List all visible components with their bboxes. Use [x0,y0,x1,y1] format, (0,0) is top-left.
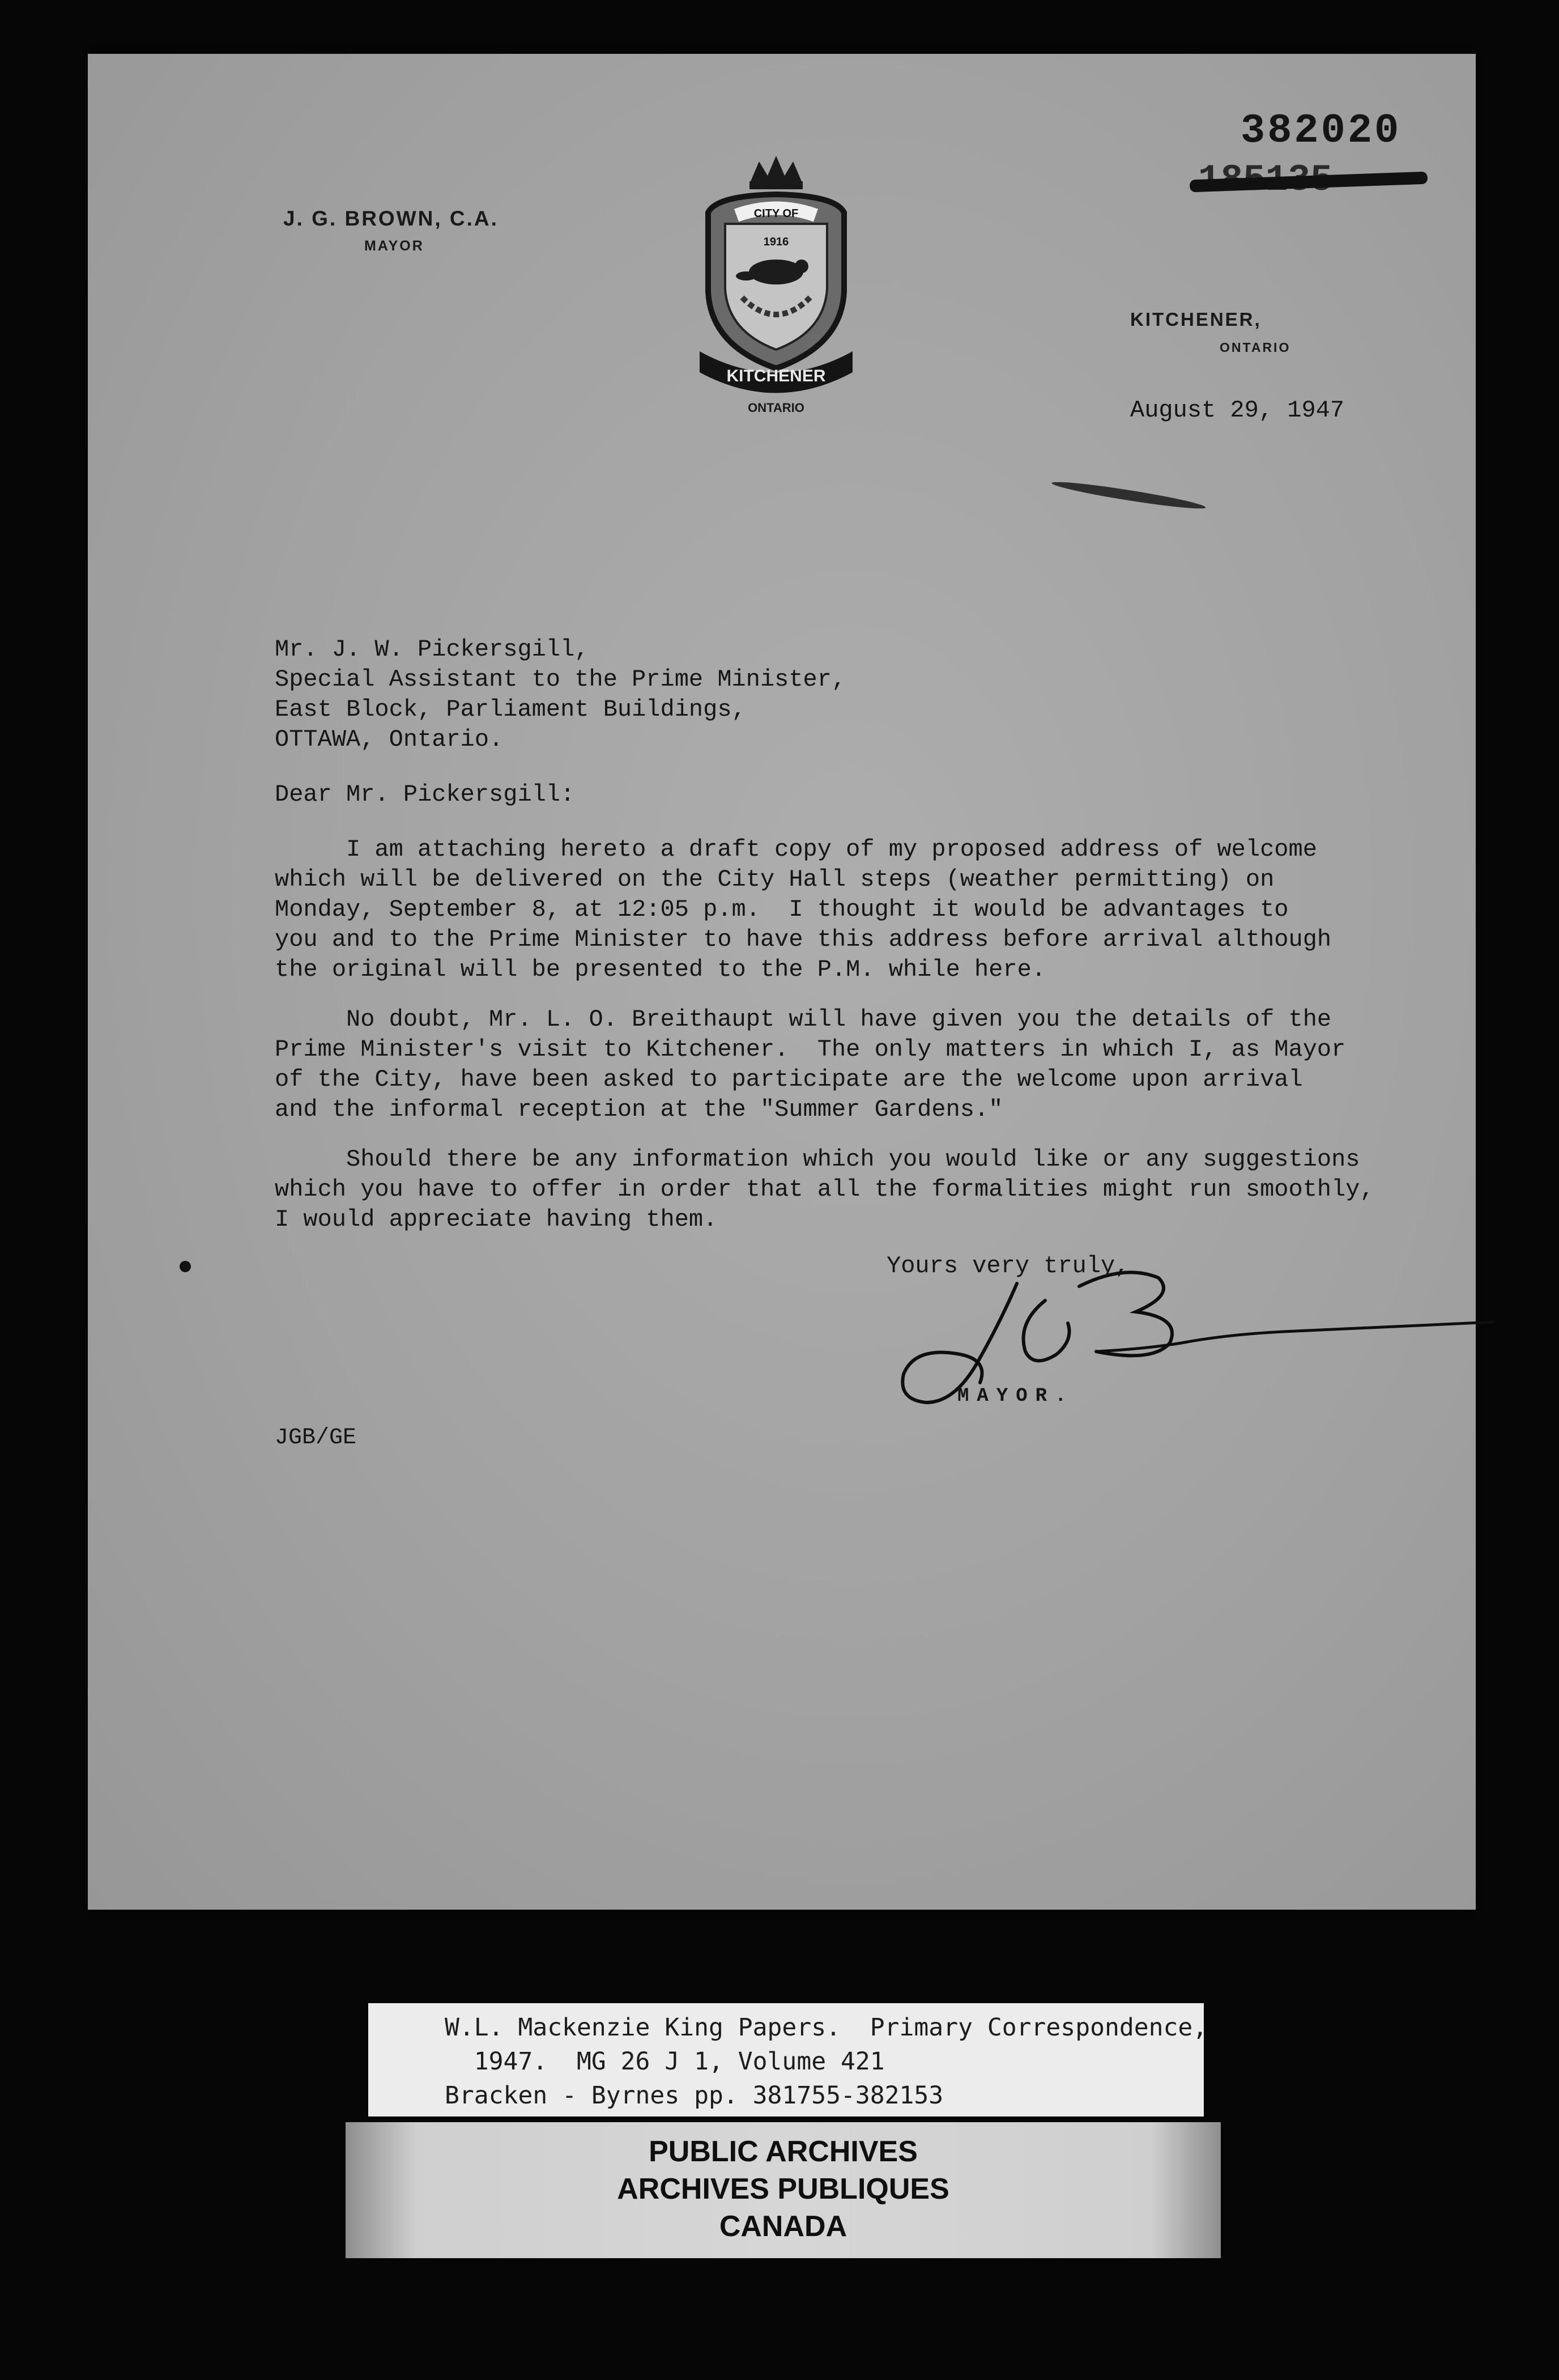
body-line: Monday, September 8, at 12:05 p.m. I thought it would be advantages to [275,896,1289,923]
city-crest-icon [683,150,870,416]
archive-stamp-line: PUBLIC ARCHIVES [649,2135,918,2168]
recipient-line: Special Assistant to the Prime Minister, [275,666,846,693]
mayor-title: MAYOR [364,238,424,254]
body-line: the original will be presented to the P.M. while here. [275,956,1046,983]
handwritten-signature-icon [830,1232,1498,1459]
letterhead-province: ONTARIO [1220,340,1291,355]
archive-stamp-line: ARCHIVES PUBLIQUES [617,2173,949,2205]
body-line: No doubt, Mr. L. O. Breithaupt will have given you the details of the [275,1006,1332,1033]
archive-stamp-line: CANADA [719,2210,847,2243]
body-line: I am attaching hereto a draft copy of my proposed address of welcome [275,836,1317,863]
letter-date: August 29, 1947 [1130,397,1345,424]
archive-label-line: 1947. MG 26 J 1, Volume 421 [445,2047,885,2076]
recipient-line: East Block, Parliament Buildings, [275,696,746,723]
closing: Yours very truly, [887,1252,1130,1280]
body-line: of the City, have been asked to participate are the welcome upon arrival [275,1066,1303,1093]
archive-stamp [346,2122,1221,2258]
mayor-name: J. G. BROWN, C.A. [283,207,499,230]
archive-label [368,2003,1208,2116]
body-line: Prime Minister's visit to Kitchener. The only matters in which I, as Mayor [275,1036,1346,1063]
svg-text:KITCHENER: KITCHENER [726,367,826,385]
reference-number: 382020 [1241,108,1402,154]
body-line: you and to the Prime Minister to have this address before arrival although [275,926,1332,953]
archive-label-line: W.L. Mackenzie King Papers. Primary Correspondence, [445,2013,1208,2042]
archive-label-line: Bracken - Byrnes pp. 381755-382153 [445,2081,944,2110]
ink-smudge [1051,478,1206,513]
recipient-line: Mr. J. W. Pickersgill, [275,636,589,663]
typist-initials: JGB/GE [275,1425,357,1451]
body-line: which will be delivered on the City Hall steps (weather permitting) on [275,866,1275,893]
body-line: I would appreciate having them. [275,1206,718,1233]
svg-text:1916: 1916 [763,236,789,248]
letter-page [88,54,1476,1910]
svg-text:CITY OF: CITY OF [753,207,799,220]
letterhead-city: KITCHENER, [1130,309,1262,330]
salutation: Dear Mr. Pickersgill: [275,781,575,808]
body-line: Should there be any information which you would like or any suggestions [275,1146,1360,1173]
ink-spot [180,1261,191,1272]
svg-text:ONTARIO: ONTARIO [748,401,804,415]
recipient-line: OTTAWA, Ontario. [275,726,504,753]
body-line: which you have to offer in order that all the formalities might run smoothly, [275,1176,1374,1203]
signature-title: MAYOR. [957,1386,1075,1407]
body-line: and the informal reception at the "Summer Gardens." [275,1096,1003,1123]
